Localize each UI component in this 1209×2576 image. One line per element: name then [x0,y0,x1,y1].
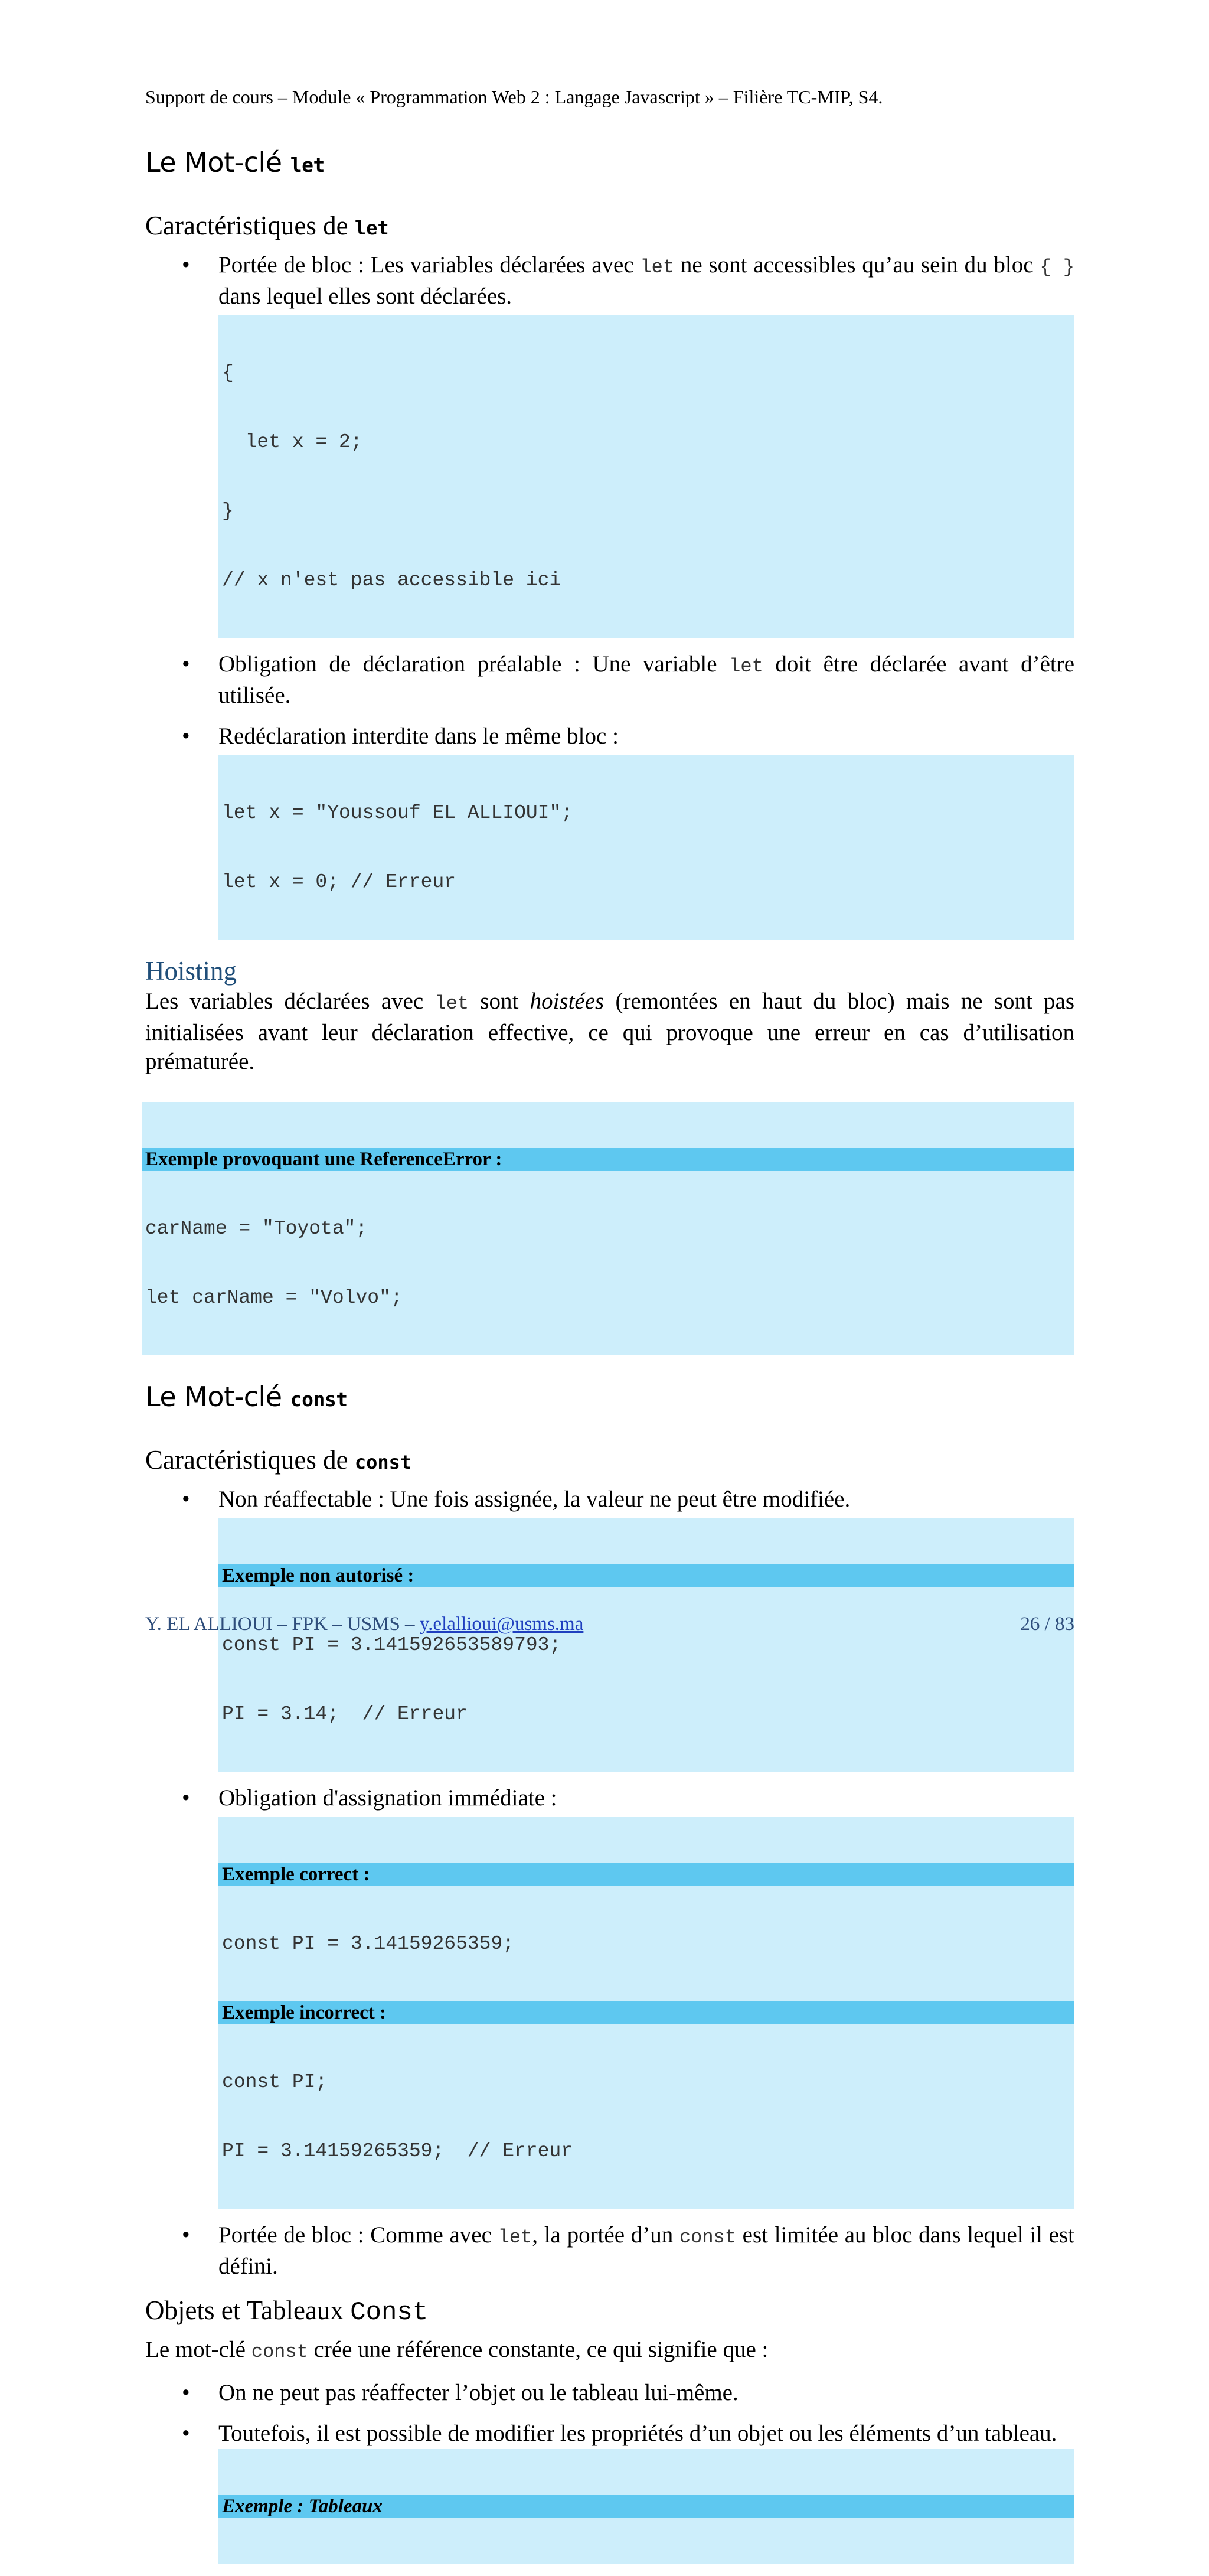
const-bullets [145,1485,1074,2281]
objects-paragraph [145,2335,1074,2366]
page-footer [145,1613,1074,1635]
code-block-hoisting [142,1102,1074,1355]
code-line: // x n'est pas accessible ici [222,569,561,591]
text: Toutefois, il est possible de modifier les propriétés d’un objet ou les éléments d’un tableau. [218,2421,1057,2446]
heading-let-characteristics [145,209,1074,244]
objects-bullets [145,2378,1074,2564]
list-item [145,722,1074,940]
page-header: Support de cours – Module « Programmation Web 2 : Langage Javascript » – Filière TC-MIP, S4. [145,86,883,107]
text: Obligation d'assignation immédiate : [218,1785,557,1811]
heading-hoisting: Hoisting [145,956,237,986]
heading-const-keyword: const [290,1388,348,1411]
text: est limitée au bloc dans lequel il est défini. [218,2222,1075,2279]
code-block [218,2449,1074,2564]
code-line: } [222,500,234,522]
code-line: PI = 3.14; // Erreur [222,1703,468,1725]
code-line: const PI = 3.141592653589793; [222,1634,561,1656]
heading-objects-arrays [145,2294,1074,2329]
text: Le mot-clé [145,2337,246,2362]
code-line: const PI; [222,2071,328,2093]
text: crée une référence constante, ce qui signifie que : [313,2337,769,2362]
inline-code: const [251,2341,308,2363]
let-bullets [145,250,1074,940]
code-block [218,1518,1074,1772]
text: doit être déclarée avant d’être utilisée. [218,651,1075,708]
example-label: Exemple : Tableaux [218,2495,1074,2518]
heading-const-text: Le Mot-clé [145,1381,282,1413]
text: , la portée d’un [532,2222,674,2248]
code-line: PI = 3.14159265359; // Erreur [222,2140,573,2162]
heading-const [145,1379,1074,1417]
heading-let [145,145,1074,183]
italic-text: hoistées [530,989,604,1014]
heading-const-char-keyword: const [354,1451,412,1473]
inline-code: let [498,2226,532,2248]
heading-objects-text: Objets et Tableaux [145,2295,344,2325]
inline-code: const [679,2226,736,2248]
text: Non réaffectable : Une fois assignée, la valeur ne peut être modifiée. [218,1486,851,1512]
text: Les variables déclarées avec [145,989,424,1014]
example-label: Exemple correct : [218,1863,1074,1886]
footer-author: Y. EL ALLIOUI – FPK – USMS – [145,1613,415,1635]
example-label: Exemple provoquant une ReferenceError : [142,1148,1074,1171]
code-line: let x = 2; [222,431,362,453]
code-line: let x = "Youssouf EL ALLIOUI"; [222,802,573,824]
hoisting-paragraph [145,987,1074,1076]
inline-code: let [434,993,469,1015]
page-content [145,145,1074,2576]
text: Portée de bloc : Comme avec [218,2222,492,2248]
code-line: let carName = "Volvo"; [145,1287,403,1309]
text: Redéclaration interdite dans le même bloc : [218,723,619,749]
code-line: const PI = 3.14159265359; [222,1933,515,1955]
heading-let-text: Le Mot-clé [145,146,282,178]
list-item [145,2419,1074,2564]
heading-let-char-keyword: let [354,217,389,239]
inline-code: let [729,656,763,677]
code-line: { [222,362,234,384]
page-number: 26 / 83 [1020,1613,1074,1635]
heading-let-keyword: let [290,154,325,177]
footer-email-link[interactable]: y.elallioui@usms.ma [419,1613,584,1635]
code-line: carName = "Toyota"; [145,1218,368,1240]
code-block [218,315,1074,638]
list-item [145,250,1074,638]
text: sont [480,989,519,1014]
example-label: Exemple incorrect : [218,2001,1074,2024]
list-item [145,650,1074,710]
inline-code: { } [1040,256,1075,278]
code-block [218,1817,1074,2209]
list-item [145,1783,1074,2209]
list-item [145,2378,1074,2407]
heading-const-characteristics [145,1443,1074,1479]
text: ne sont accessibles qu’au sein du bloc [680,252,1034,278]
inline-code: let [640,256,675,278]
code-block [218,755,1074,940]
text: Portée de bloc : Les variables déclarées avec [218,252,634,278]
text: (remontées en haut du bloc) mais ne sont pas initialisées avant leur déclaration effective, ce qui provoque une erreur en cas d’utilisation prématurée. [145,989,1075,1074]
heading-objects-keyword: Const [350,2298,429,2327]
code-line: let x = 0; // Erreur [222,871,456,893]
example-label: Exemple non autorisé : [218,1564,1074,1587]
text: Obligation de déclaration préalable : Une variable [218,651,717,677]
heading-let-char-text: Caractéristiques de [145,211,348,240]
text: dans lequel elles sont déclarées. [218,283,512,309]
heading-const-char-text: Caractéristiques de [145,1445,348,1475]
list-item [145,2220,1074,2281]
text: On ne peut pas réaffecter l’objet ou le tableau lui-même. [218,2380,739,2405]
